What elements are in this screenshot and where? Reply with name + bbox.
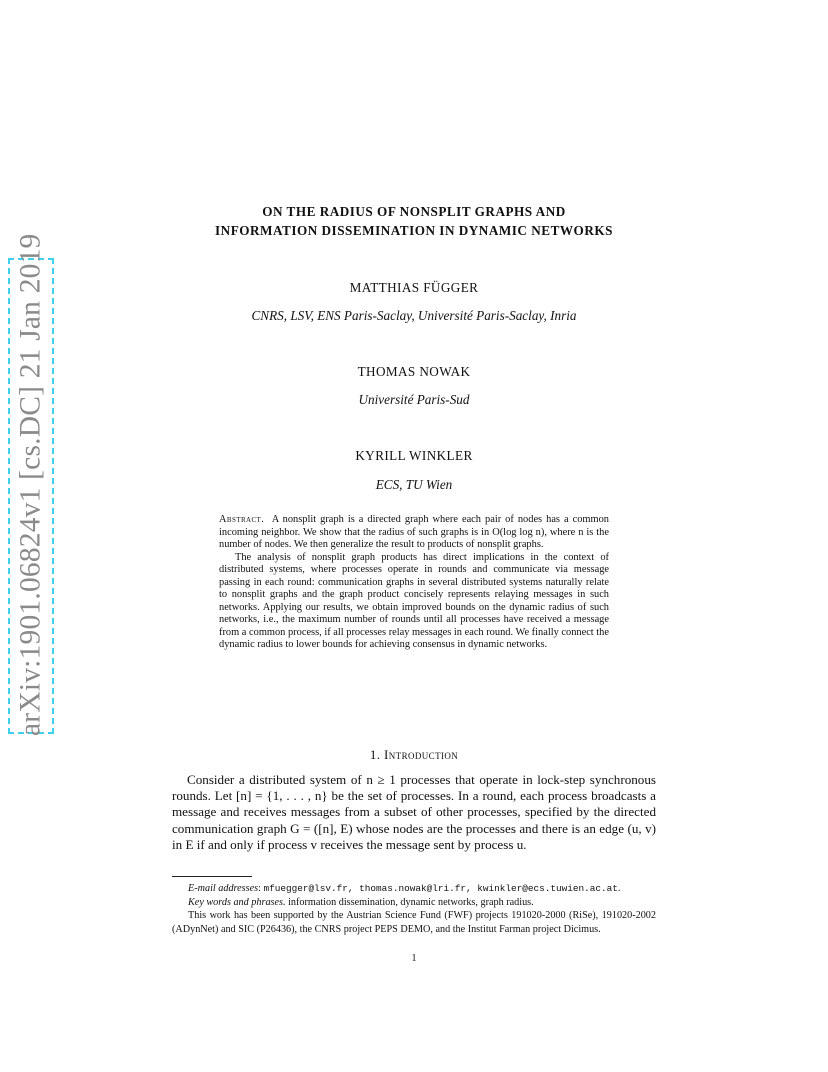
stamp-border-right xyxy=(52,258,54,734)
section-heading xyxy=(0,747,828,763)
footnotes xyxy=(172,882,656,936)
section-number: 1. xyxy=(369,747,381,762)
arxiv-stamp-text: arXiv:1901.06824v1 [cs.DC] 21 Jan 2019 xyxy=(14,233,47,736)
author-affiliation: Université Paris-Sud xyxy=(358,392,470,407)
abstract-paragraph-1 xyxy=(219,514,609,552)
paper-title xyxy=(0,202,828,240)
email-addresses: mfuegger@lsv.fr, thomas.nowak@lri.fr, kwinkler@ecs.tuwien.ac.at xyxy=(263,883,618,894)
abstract-text-1: A nonsplit graph is a directed graph where each pair of nodes has a common incoming neighbor. We show that the radius of such graphs is in O(log log n), where n is the number of nodes. We then generalize the result to products of nonsplit graphs. xyxy=(219,514,609,551)
author-affiliation: CNRS, LSV, ENS Paris-Saclay, Université Paris-Saclay, Inria xyxy=(251,308,577,323)
arxiv-stamp xyxy=(8,233,54,736)
footnote-rule xyxy=(172,876,252,877)
section-title: Introduction xyxy=(384,747,459,762)
footnote-funding: This work has been supported by the Austrian Science Fund (FWF) projects 191020-2000 (RiSe), 191020-2002 (ADynNet) and SIC (P26436), the CNRS project PEPS DEMO, and the Institut Farman project Dicimus. xyxy=(172,910,656,935)
section-body xyxy=(172,772,656,853)
intro-paragraph: Consider a distributed system of n ≥ 1 processes that operate in lock-step synchronous rounds. Let [n] = {1, . . . , n} be the set of processes. In a round, each process broadcasts a message and receives messages from a subset of other processes, specified by the directed communication graph G = ([n], E) whose nodes are the processes and there is an edge (u, v) in E if and only if process v receives the message sent by process u. xyxy=(172,772,656,852)
title-line-2: INFORMATION DISSEMINATION IN DYNAMIC NETWORKS xyxy=(215,223,613,238)
keywords-label: Key words and phrases. xyxy=(188,896,286,908)
stamp-border-left xyxy=(8,258,10,734)
author-name: KYRILL WINKLER xyxy=(355,448,473,463)
author-name: MATTHIAS FÜGGER xyxy=(349,280,479,295)
abstract-paragraph-2: The analysis of nonsplit graph products has direct implications in the context of distributed systems, where processes operate in rounds and communicate via message passing in each round: communication graphs in several distributed systems naturally relate to nonsplit graphs and the graph product concisely represents relaying messages in such networks. Applying our results, we obtain improved bounds on the dynamic radius of such networks, i.e., the maximum number of rounds until all processes have received a message from a common process, if all processes relay messages in each round. We finally connect the dynamic radius to lower bounds for achieving consensus in dynamic networks. xyxy=(219,551,609,651)
page-number: 1 xyxy=(411,953,417,964)
abstract-label: Abstract. xyxy=(219,514,265,525)
email-label: E-mail addresses xyxy=(188,883,259,894)
author-name: THOMAS NOWAK xyxy=(357,364,471,379)
footnote-emails: E-mail addresses: mfuegger@lsv.fr, thomas.nowak@lri.fr, kwinkler@ecs.tuwien.ac.at. xyxy=(188,883,621,894)
title-line-1: ON THE RADIUS OF NONSPLIT GRAPHS AND xyxy=(262,204,566,219)
footnote-keywords xyxy=(172,896,656,910)
abstract xyxy=(219,514,609,652)
keywords-text: information dissemination, dynamic networks, graph radius. xyxy=(288,896,534,908)
author-affiliation: ECS, TU Wien xyxy=(375,477,453,492)
